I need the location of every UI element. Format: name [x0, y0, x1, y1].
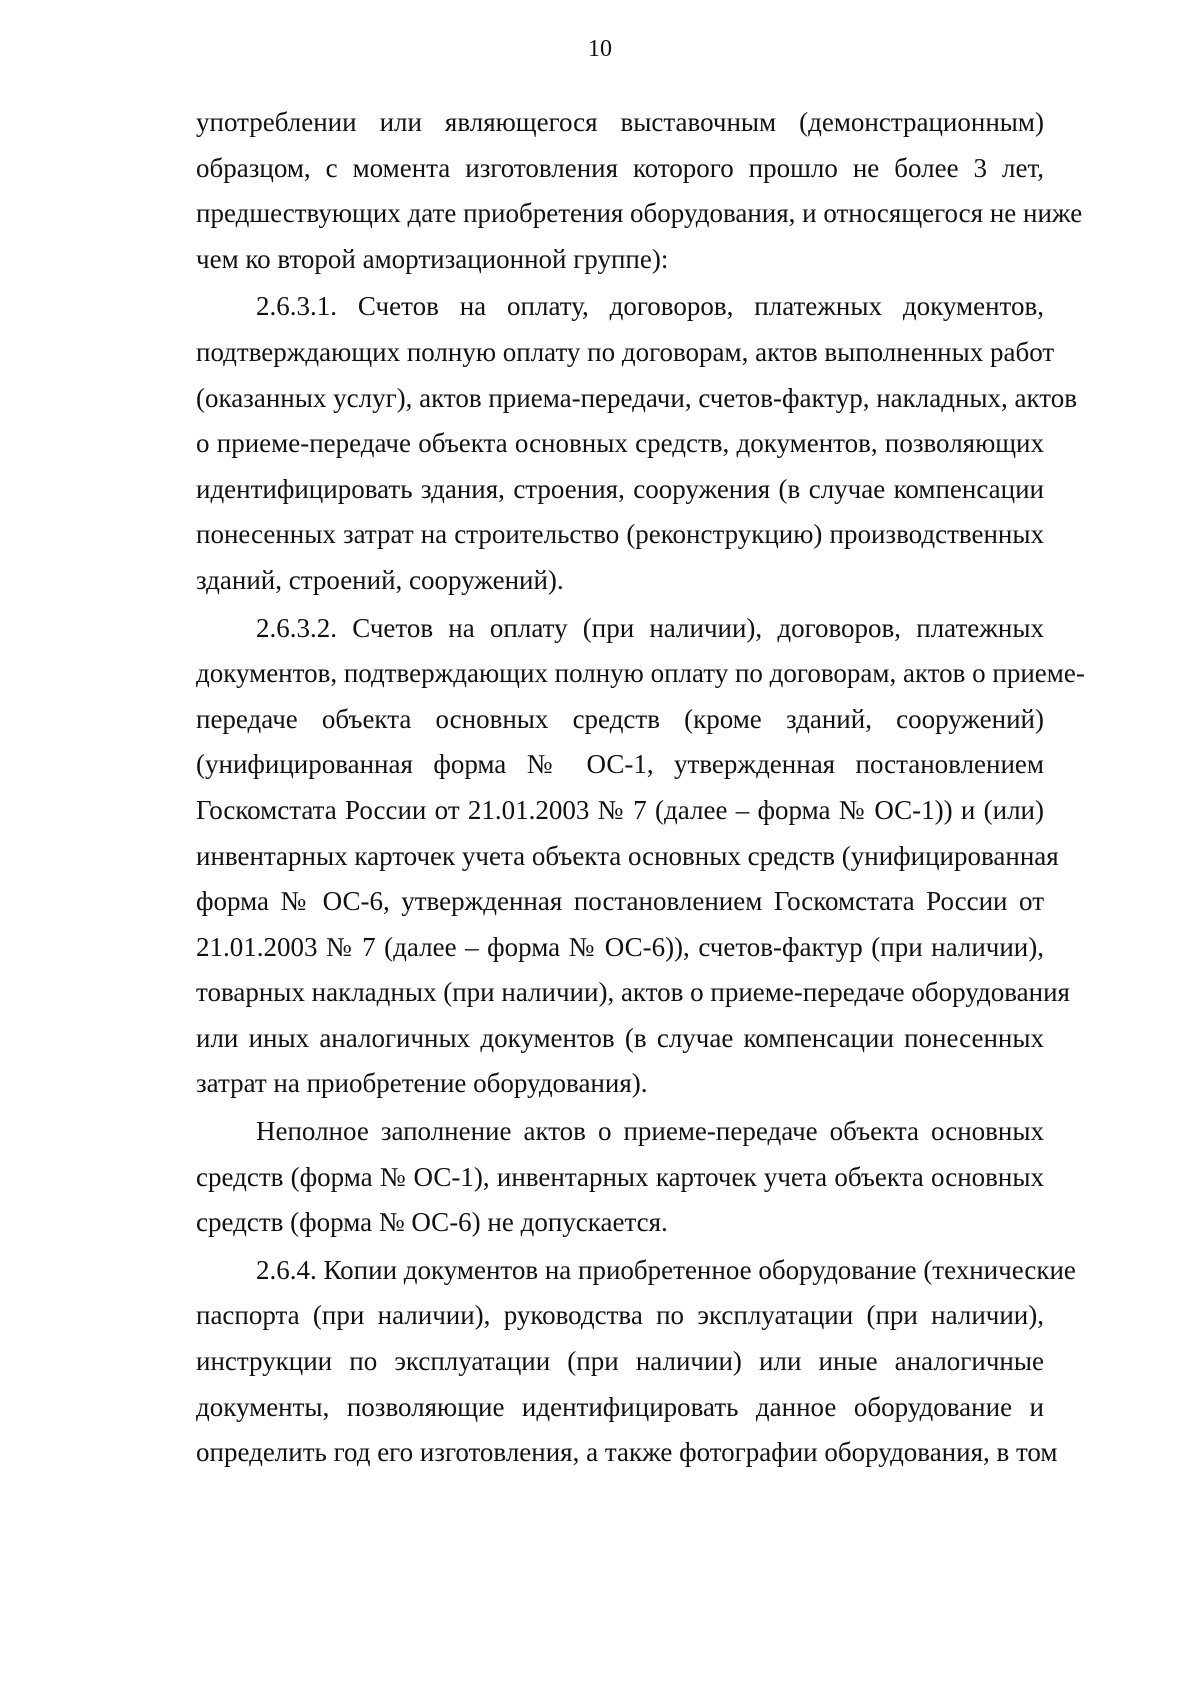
paragraph-line: идентифицировать здания, строения, сооружения (в случае компенсации	[196, 473, 1044, 504]
paragraph-line: товарных накладных (при наличии), актов о приеме-передаче оборудования	[196, 977, 1070, 1008]
paragraph	[196, 100, 1083, 282]
paragraph-line: Неполное заполнение актов о приеме-передаче объекта основных	[256, 1116, 1044, 1147]
paragraph-line: чем ко второй амортизационной группе):	[196, 243, 669, 274]
paragraph-line: 2.6.3.1. Счетов на оплату, договоров, платежных документов,	[256, 291, 1044, 322]
page-number: 10	[588, 36, 612, 62]
paragraph-line: инвентарных карточек учета объекта основных средств (унифицированная	[196, 840, 1059, 871]
paragraph-line: документы, позволяющие идентифицировать данное оборудование и	[196, 1391, 1044, 1422]
paragraph-line: понесенных затрат на строительство (реконструкцию) производственных	[196, 519, 1044, 550]
paragraph-line: средств (форма № ОС-1), инвентарных карточек учета объекта основных	[196, 1161, 1044, 1192]
paragraph-line: паспорта (при наличии), руководства по эксплуатации (при наличии),	[196, 1300, 1044, 1331]
paragraph	[196, 606, 1085, 1108]
paragraph-line: определить год его изготовления, а также фотографии оборудования, в том	[196, 1437, 1058, 1468]
paragraph-line: зданий, строений, сооружений).	[196, 564, 564, 595]
paragraph-line: подтверждающих полную оплату по договорам, актов выполненных работ	[196, 336, 1055, 367]
paragraph-line: 2.6.3.2. Счетов на оплату (при наличии), договоров, платежных	[256, 612, 1044, 643]
paragraph-line: передаче объекта основных средств (кроме зданий, сооружений)	[196, 703, 1044, 734]
paragraph-line: Госкомстата России от 21.01.2003 № 7 (далее – форма № ОС-1)) и (или)	[196, 794, 1044, 825]
paragraph-line: инструкции по эксплуатации (при наличии) или иные аналогичные	[196, 1346, 1044, 1377]
paragraph-line: употреблении или являющегося выставочным (демонстрационным)	[196, 107, 1044, 137]
paragraph	[196, 1248, 1076, 1476]
paragraph	[196, 1109, 1044, 1246]
paragraph-line: документов, подтверждающих полную оплату по договорам, актов о приеме-	[196, 658, 1085, 689]
paragraph-line: или иных аналогичных документов (в случае компенсации понесенных	[196, 1022, 1044, 1053]
paragraph-line: средств (форма № ОС-6) не допускается.	[196, 1207, 668, 1238]
document-body	[196, 100, 1085, 1478]
paragraph-line: затрат на приобретение оборудования).	[196, 1068, 648, 1099]
paragraph-line: образцом, с момента изготовления которого прошло не более 3 лет,	[196, 152, 1044, 183]
paragraph-line: предшествующих дате приобретения оборудования, и относящегося не ниже	[196, 198, 1083, 229]
paragraph	[196, 284, 1077, 603]
paragraph-line: форма № ОС-6, утвержденная постановлением Госкомстата России от	[196, 886, 1044, 917]
paragraph-line: (оказанных услуг), актов приема-передачи, счетов-фактур, накладных, актов	[196, 382, 1077, 413]
paragraph-line: 2.6.4. Копии документов на приобретенное оборудование (технические	[256, 1254, 1076, 1285]
paragraph-line: (унифицированная форма № ОС-1, утвержденная постановлением	[196, 749, 1044, 780]
paragraph-line: о приеме-передаче объекта основных средств, документов, позволяющих	[196, 428, 1044, 459]
paragraph-line: 21.01.2003 № 7 (далее – форма № ОС-6)), счетов-фактур (при наличии),	[196, 931, 1044, 962]
